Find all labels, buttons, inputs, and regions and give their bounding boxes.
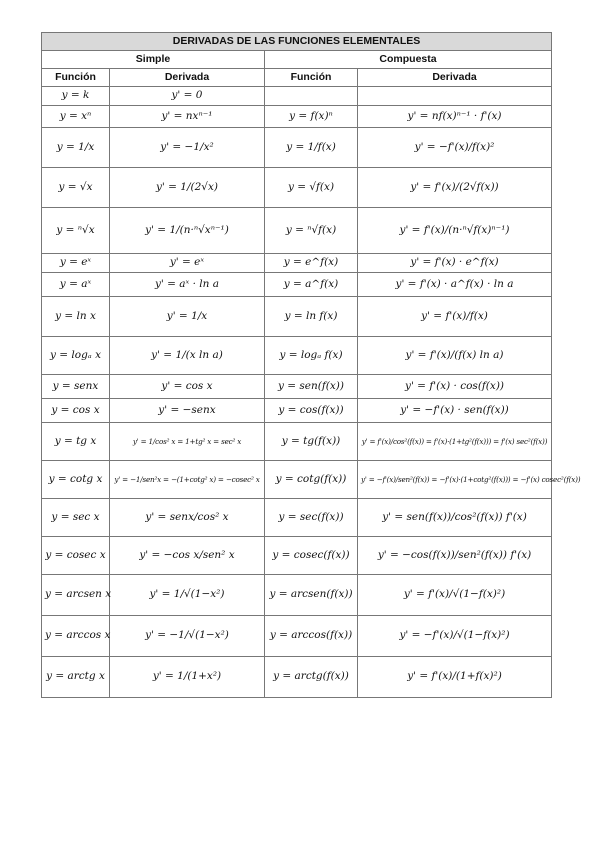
simple-function: y = arcsen x — [42, 575, 110, 616]
compound-derivative: y' = f'(x)/f(x) — [358, 297, 552, 337]
table-row — [42, 616, 552, 657]
table-row — [42, 537, 552, 575]
simple-derivative: y' = −senx — [110, 399, 265, 423]
compound-function: y = arctg(f(x)) — [265, 657, 358, 698]
compound-function: y = tg(f(x)) — [265, 423, 358, 461]
compound-derivative: y' = f'(x) · e^f(x) — [358, 254, 552, 273]
compound-function: y = a^f(x) — [265, 273, 358, 297]
table-title: DERIVADAS DE LAS FUNCIONES ELEMENTALES — [42, 33, 552, 51]
simple-function: y = tg x — [42, 423, 110, 461]
compound-derivative: y' = f'(x)/(n·ⁿ√f(x)ⁿ⁻¹) — [358, 208, 552, 254]
compound-function: y = sec(f(x)) — [265, 499, 358, 537]
simple-derivative: y' = 0 — [110, 87, 265, 106]
compound-function: y = logₐ f(x) — [265, 337, 358, 375]
simple-derivative: y' = −1/x² — [110, 128, 265, 168]
compound-function: y = cos(f(x)) — [265, 399, 358, 423]
table-row — [42, 128, 552, 168]
compound-derivative — [358, 87, 552, 106]
simple-function: y = logₐ x — [42, 337, 110, 375]
compound-function: y = e^f(x) — [265, 254, 358, 273]
simple-function: y = ln x — [42, 297, 110, 337]
table-row — [42, 575, 552, 616]
compound-derivative: y' = nf(x)ⁿ⁻¹ · f'(x) — [358, 106, 552, 128]
compound-function: y = sen(f(x)) — [265, 375, 358, 399]
table-row — [42, 87, 552, 106]
simple-function: y = k — [42, 87, 110, 106]
table-row — [42, 337, 552, 375]
simple-derivative: y' = eˣ — [110, 254, 265, 273]
derivatives-table — [41, 32, 581, 698]
simple-derivative: y' = senx/cos² x — [110, 499, 265, 537]
simple-derivative: y' = 1/√(1−x²) — [110, 575, 265, 616]
compound-function: y = arcsen(f(x)) — [265, 575, 358, 616]
compound-derivative: y' = f'(x) · a^f(x) · ln a — [358, 273, 552, 297]
simple-derivative: y' = 1/cos² x = 1+tg² x = sec² x — [110, 423, 265, 461]
simple-derivative: y' = nxⁿ⁻¹ — [110, 106, 265, 128]
compound-derivative: y' = −cos(f(x))/sen²(f(x)) f'(x) — [358, 537, 552, 575]
simple-function: y = cosec x — [42, 537, 110, 575]
table-row — [42, 657, 552, 698]
simple-function: y = eˣ — [42, 254, 110, 273]
simple-derivative: y' = aˣ · ln a — [110, 273, 265, 297]
compound-function: y = f(x)ⁿ — [265, 106, 358, 128]
col-header-derivative-simple: Derivada — [110, 69, 265, 87]
compound-derivative: y' = sen(f(x))/cos²(f(x)) f'(x) — [358, 499, 552, 537]
table-row — [42, 208, 552, 254]
col-header-derivative-compound: Derivada — [358, 69, 552, 87]
table-row — [42, 254, 552, 273]
simple-derivative: y' = 1/(n·ⁿ√xⁿ⁻¹) — [110, 208, 265, 254]
compound-derivative: y' = −f'(x) · sen(f(x)) — [358, 399, 552, 423]
compound-function: y = cosec(f(x)) — [265, 537, 358, 575]
compound-derivative: y' = f'(x)/(2√f(x)) — [358, 168, 552, 208]
simple-function: y = arctg x — [42, 657, 110, 698]
table-row — [42, 499, 552, 537]
compound-derivative: y' = f'(x) · cos(f(x)) — [358, 375, 552, 399]
group-simple: Simple — [42, 51, 265, 69]
compound-derivative: y' = f'(x)/(1+f(x)²) — [358, 657, 552, 698]
compound-derivative: y' = −f'(x)/sen²(f(x)) = −f'(x)·(1+cotg²(f(x))) = −f'(x) cosec²(f(x)) — [358, 461, 552, 499]
compound-derivative: y' = −f'(x)/f(x)² — [358, 128, 552, 168]
derivatives-sheet — [41, 32, 581, 698]
simple-function: y = xⁿ — [42, 106, 110, 128]
simple-function: y = cotg x — [42, 461, 110, 499]
table-row — [42, 106, 552, 128]
compound-function: y = √f(x) — [265, 168, 358, 208]
compound-derivative: y' = f'(x)/(f(x) ln a) — [358, 337, 552, 375]
table-row — [42, 297, 552, 337]
simple-function: y = √x — [42, 168, 110, 208]
table-row — [42, 168, 552, 208]
simple-derivative: y' = 1/x — [110, 297, 265, 337]
col-header-function-simple: Función — [42, 69, 110, 87]
compound-function: y = 1/f(x) — [265, 128, 358, 168]
col-header-function-compound: Función — [265, 69, 358, 87]
simple-derivative: y' = −1/√(1−x²) — [110, 616, 265, 657]
compound-function: y = ⁿ√f(x) — [265, 208, 358, 254]
simple-function: y = cos x — [42, 399, 110, 423]
simple-function: y = ⁿ√x — [42, 208, 110, 254]
simple-derivative: y' = −1/sen²x = −(1+cotg² x) = −cosec² x — [110, 461, 265, 499]
table-row — [42, 399, 552, 423]
simple-function: y = 1/x — [42, 128, 110, 168]
compound-function: y = arccos(f(x)) — [265, 616, 358, 657]
simple-derivative: y' = 1/(2√x) — [110, 168, 265, 208]
simple-function: y = senx — [42, 375, 110, 399]
table-row — [42, 423, 552, 461]
group-compound: Compuesta — [265, 51, 552, 69]
compound-derivative: y' = f'(x)/√(1−f(x)²) — [358, 575, 552, 616]
table-row — [42, 273, 552, 297]
simple-derivative: y' = 1/(1+x²) — [110, 657, 265, 698]
table-row — [42, 375, 552, 399]
compound-derivative: y' = −f'(x)/√(1−f(x)²) — [358, 616, 552, 657]
compound-function — [265, 87, 358, 106]
simple-function: y = aˣ — [42, 273, 110, 297]
compound-function: y = ln f(x) — [265, 297, 358, 337]
compound-derivative: y' = f'(x)/cos²(f(x)) = f'(x)·(1+tg²(f(x))) = f'(x) sec²(f(x)) — [358, 423, 552, 461]
simple-derivative: y' = cos x — [110, 375, 265, 399]
simple-function: y = arccos x — [42, 616, 110, 657]
simple-derivative: y' = 1/(x ln a) — [110, 337, 265, 375]
simple-function: y = sec x — [42, 499, 110, 537]
simple-derivative: y' = −cos x/sen² x — [110, 537, 265, 575]
table-row — [42, 461, 552, 499]
compound-function: y = cotg(f(x)) — [265, 461, 358, 499]
